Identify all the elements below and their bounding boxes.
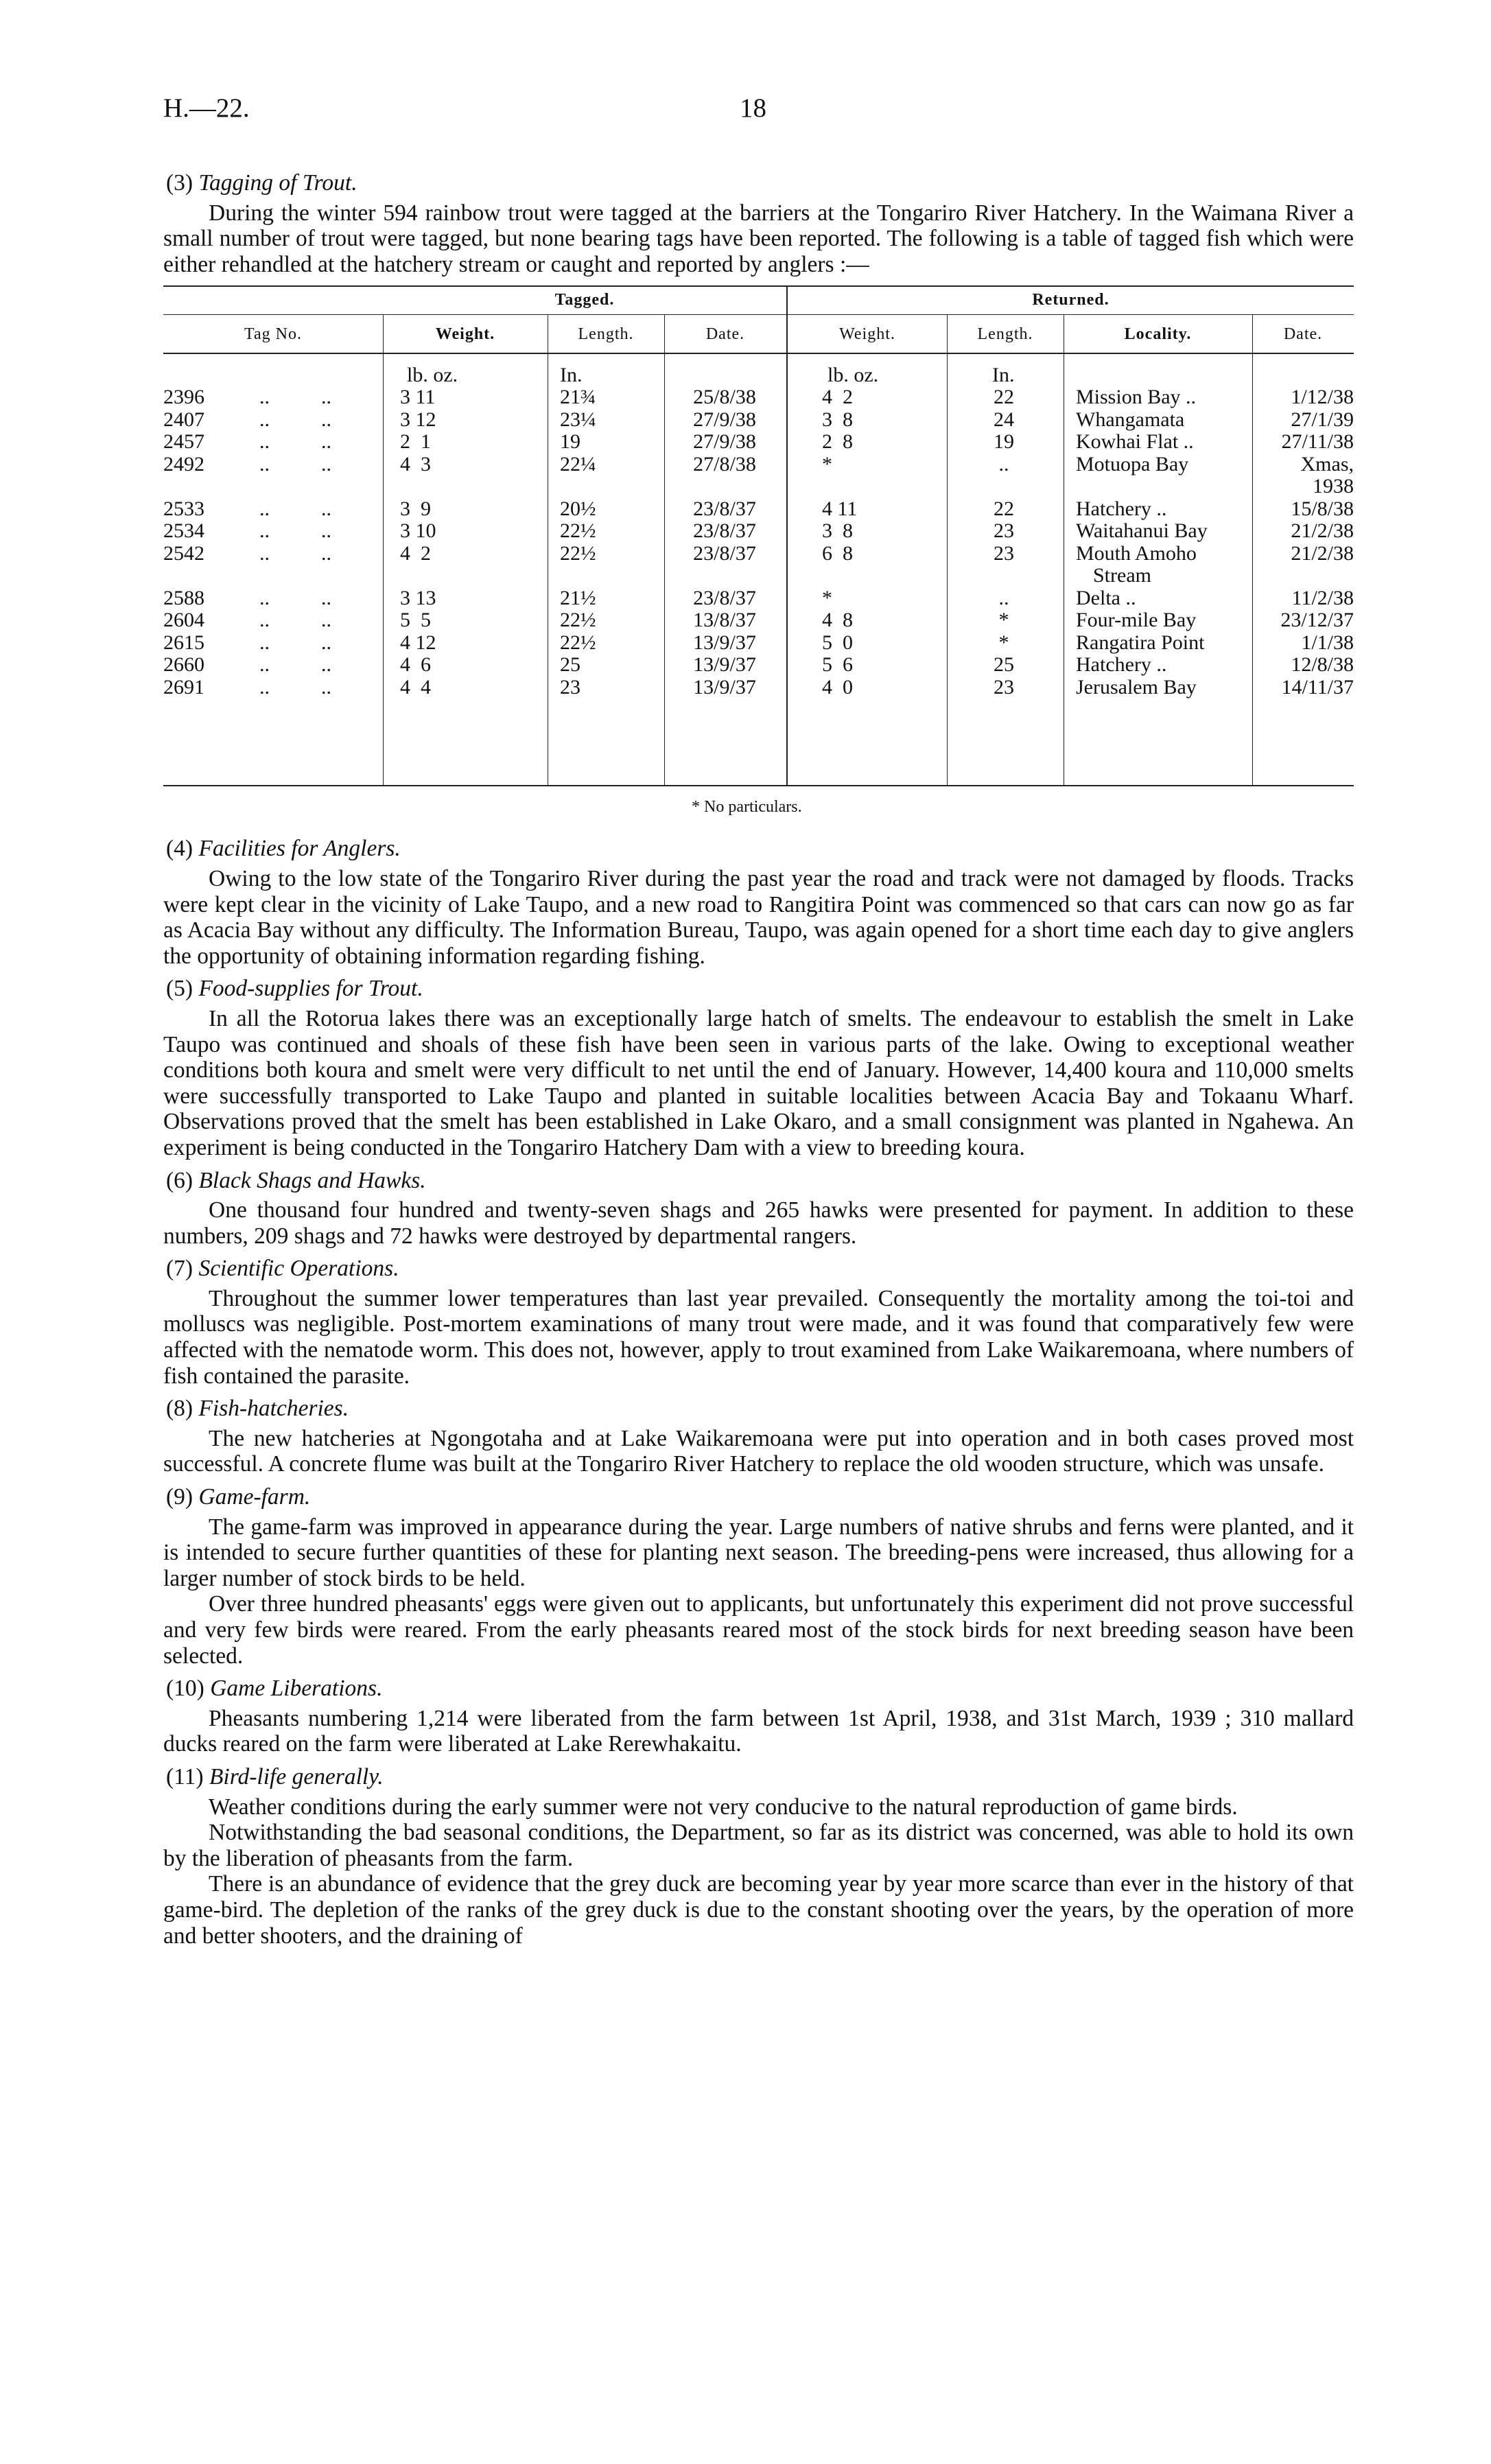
section-heading: (3) Tagging of Trout. xyxy=(166,170,357,196)
leader-dots: .. .. xyxy=(259,452,331,476)
leader-dots: .. .. xyxy=(259,631,331,654)
table-cell-tag: 2396 xyxy=(163,386,204,409)
table-cell-rw: 5 0 xyxy=(822,631,853,654)
table-cell-tag: 2407 xyxy=(163,408,204,431)
table-cell-rl: .. xyxy=(998,452,1009,476)
paragraph: Weather conditions during the early summer were not very conducive to the natural reproduction of game birds. xyxy=(209,1794,1238,1820)
table-cell-rl: * xyxy=(998,631,1009,654)
section-heading: (4) Facilities for Anglers. xyxy=(166,836,401,862)
table-footnote: * No particulars. xyxy=(692,798,802,817)
table-cell-tl: 22¼ xyxy=(560,452,596,476)
table-cell-td: 13/9/37 xyxy=(693,675,756,699)
table-cell-loc: Whangamata xyxy=(1076,408,1185,431)
leader-dots: .. .. xyxy=(259,675,331,699)
table-cell-tag: 2660 xyxy=(163,653,204,677)
table-cell-tl: 22½ xyxy=(560,609,596,632)
table-cell-rd2: 1938 xyxy=(1313,475,1354,498)
table-cell-rw: 4 8 xyxy=(822,609,853,632)
table-cell-rl: 19 xyxy=(994,430,1014,454)
table-cell-tw: 3 11 xyxy=(400,386,436,409)
table-cell-loc: Mission Bay .. xyxy=(1076,386,1197,409)
col-header: Date. xyxy=(705,325,745,344)
table-cell-tag: 2492 xyxy=(163,452,204,476)
section-heading: (5) Food-supplies for Trout. xyxy=(166,976,423,1002)
table-cell-rd: Xmas, xyxy=(1300,452,1354,476)
table-cell-td: 13/8/37 xyxy=(693,609,756,632)
table-cell-loc: Mouth Amoho xyxy=(1076,541,1197,565)
leader-dots: .. .. xyxy=(259,541,331,565)
table-cell-tag: 2615 xyxy=(163,631,204,654)
table-cell-loc: Kowhai Flat .. xyxy=(1076,430,1194,454)
table-cell-loc: Waitahanui Bay xyxy=(1076,519,1208,543)
unit-label: lb. oz. xyxy=(827,364,879,387)
table-cell-tag: 2534 xyxy=(163,519,204,543)
table-cell-loc: Motuopa Bay xyxy=(1076,452,1189,476)
paragraph: Throughout the summer lower temperatures than last year prevailed. Consequently the mortality among the toi-toi and molluscs was negligible. Post-mortem examinations of many trout were made, and it was found that comparatively few were affected with the nematode worm. This does not, however, apply to trout examined from Lake Waikaremoana, where numbers of fish contained the parasite. xyxy=(163,1285,1354,1389)
paragraph: During the winter 594 rainbow trout were tagged at the barriers at the Tongariro River Hatchery. In the Waimana River a small number of trout were tagged, but none bearing tags have been reported. The following is a table of tagged fish which were either rehandled at the hatchery stream or caught and reported by anglers :— xyxy=(163,200,1354,277)
table-cell-rw: 3 8 xyxy=(822,408,853,431)
table-cell-td: 13/9/37 xyxy=(693,653,756,677)
table-cell-tl: 21½ xyxy=(560,586,596,609)
table-cell-tl: 22½ xyxy=(560,519,596,543)
section-heading: (7) Scientific Operations. xyxy=(166,1256,399,1282)
table-cell-loc2: Stream xyxy=(1093,564,1151,587)
unit-label: In. xyxy=(992,364,1015,387)
page-number: 18 xyxy=(740,93,766,123)
table-cell-tl: 23¼ xyxy=(560,408,596,431)
table-cell-td: 27/8/38 xyxy=(693,452,756,476)
table-cell-rw: * xyxy=(822,586,832,609)
leader-dots: .. .. xyxy=(259,497,331,520)
paragraph: Over three hundred pheasants' eggs were given out to applicants, but unfortunately this experiment did not prove successful and very few birds were reared. From the early pheasants reared most of the stock birds for next breeding season have been selected. xyxy=(163,1591,1354,1669)
table-cell-rd: 21/2/38 xyxy=(1291,541,1354,565)
table-cell-rl: 22 xyxy=(994,386,1014,409)
table-cell-rw: 4 0 xyxy=(822,675,853,699)
table-cell-rl: 24 xyxy=(994,408,1014,431)
col-header: Length. xyxy=(977,325,1033,344)
table-cell-td: 27/9/38 xyxy=(693,430,756,454)
table-cell-rd: 27/11/38 xyxy=(1281,430,1354,454)
paragraph: Pheasants numbering 1,214 were liberated from the farm between 1st April, 1938, and 31st March, 1939 ; 310 mallard ducks reared on the farm were liberated at Lake Rerewhakaitu. xyxy=(163,1705,1354,1757)
group-header-tagged: Tagged. xyxy=(554,291,615,309)
table-cell-td: 23/8/37 xyxy=(693,519,756,543)
paragraph: Owing to the low state of the Tongariro River during the past year the road and track were not damaged by floods. Tracks were kept clear in the vicinity of Lake Taupo, and a new road to Rangitira Point was commenced so that cars can now go as far as Acacia Bay without any difficulty. The Information Bureau, Taupo, was again opened for a short time each day to give anglers the opportunity of obtaining information regarding fishing. xyxy=(163,865,1354,969)
section-heading: (9) Game-farm. xyxy=(166,1484,311,1510)
table-cell-tl: 22½ xyxy=(560,631,596,654)
table-cell-rw: 2 8 xyxy=(822,430,853,454)
table-cell-tag: 2542 xyxy=(163,541,204,565)
paragraph: The new hatcheries at Ngongotaha and at Lake Waikaremoana were put into operation and in both cases proved most successful. A concrete flume was built at the Tongariro River Hatchery to replace the old wooden structure, which was unsafe. xyxy=(163,1425,1354,1477)
paragraph: Notwithstanding the bad seasonal conditions, the Department, so far as its district was concerned, was able to hold its own by the liberation of pheasants from the farm. xyxy=(163,1820,1354,1871)
table-cell-tl: 23 xyxy=(560,675,580,699)
table-cell-rl: 25 xyxy=(994,653,1014,677)
section-heading: (8) Fish-hatcheries. xyxy=(166,1396,349,1422)
table-cell-tw: 4 4 xyxy=(400,675,431,699)
paragraph: The game-farm was improved in appearance during the year. Large numbers of native shrubs and ferns were planted, and it is intended to secure further quantities of these for planting next season. The breeding-pens were increased, thus allowing for a larger number of stock birds to be held. xyxy=(163,1514,1354,1591)
table-cell-rd: 15/8/38 xyxy=(1291,497,1354,520)
table-cell-rl: * xyxy=(998,609,1009,632)
table-cell-loc: Hatchery .. xyxy=(1076,653,1167,677)
table-cell-tag: 2533 xyxy=(163,497,204,520)
col-header: Date. xyxy=(1283,325,1323,344)
col-header: Tag No. xyxy=(244,325,302,344)
table-cell-tw: 4 3 xyxy=(400,452,431,476)
table-cell-loc: Rangatira Point xyxy=(1076,631,1205,654)
table-cell-rw: * xyxy=(822,452,832,476)
table-cell-tag: 2588 xyxy=(163,586,204,609)
section-heading: (6) Black Shags and Hawks. xyxy=(166,1167,426,1193)
leader-dots: .. .. xyxy=(259,653,331,677)
table-cell-tw: 5 5 xyxy=(400,609,431,632)
table-cell-rw: 6 8 xyxy=(822,541,853,565)
unit-label: In. xyxy=(560,364,583,387)
table-cell-tl: 21¾ xyxy=(560,386,596,409)
table-cell-rd: 23/12/37 xyxy=(1280,609,1354,632)
document-code: H.—22. xyxy=(163,93,250,123)
col-header: Locality. xyxy=(1124,325,1192,344)
table-cell-tw: 2 1 xyxy=(400,430,431,454)
tagged-fish-table xyxy=(163,285,1354,819)
table-cell-tw: 4 6 xyxy=(400,653,431,677)
table-cell-rl: 23 xyxy=(994,675,1014,699)
table-cell-td: 25/8/38 xyxy=(693,386,756,409)
table-cell-rd: 12/8/38 xyxy=(1291,653,1354,677)
paragraph: There is an abundance of evidence that the grey duck are becoming year by year more scarce than ever in the history of that game-bird. The depletion of the ranks of the grey duck is due to the constant shooting over the years, by the operation of more and better shooters, and the draining of xyxy=(163,1871,1354,1949)
table-cell-loc: Hatchery .. xyxy=(1076,497,1167,520)
table-cell-tag: 2691 xyxy=(163,675,204,699)
page-body xyxy=(163,163,1354,1949)
table-cell-loc: Delta .. xyxy=(1076,586,1136,609)
table-cell-rw: 4 11 xyxy=(822,497,858,520)
sections-container xyxy=(163,836,1354,1949)
table-cell-tw: 3 12 xyxy=(400,408,436,431)
table-cell-rw: 3 8 xyxy=(822,519,853,543)
table-cell-rw: 5 6 xyxy=(822,653,853,677)
table-cell-tw: 4 2 xyxy=(400,541,431,565)
col-header: Weight. xyxy=(435,325,495,344)
paragraph: In all the Rotorua lakes there was an exceptionally large hatch of smelts. The endeavour to establish the smelt in Lake Taupo was continued and shoals of these fish have been seen in various parts of the lake. Owing to exceptional weather conditions both koura and smelt were very difficult to net until the end of January. However, 14,400 koura and 110,000 smelts were successfully transported to Lake Taupo and planted in suitable localities between Acacia Bay and Tokaanu Wharf. Observations proved that the smelt has been established in Lake Okaro, and a small consignment was planted in Ngahewa. An experiment is being conducted in the Tongariro Hatchery Dam with a view to breeding koura. xyxy=(163,1005,1354,1160)
table-cell-tw: 3 9 xyxy=(400,497,431,520)
table-cell-rl: 23 xyxy=(994,541,1014,565)
group-header-returned: Returned. xyxy=(1032,291,1110,309)
table-cell-td: 27/9/38 xyxy=(693,408,756,431)
section-heading: (10) Game Liberations. xyxy=(166,1676,383,1702)
table-cell-rl: 22 xyxy=(994,497,1014,520)
table-cell-rl: .. xyxy=(998,586,1009,609)
table-cell-rd: 27/1/39 xyxy=(1291,408,1354,431)
leader-dots: .. .. xyxy=(259,430,331,454)
table-cell-rd: 21/2/38 xyxy=(1291,519,1354,543)
leader-dots: .. .. xyxy=(259,386,331,409)
table-cell-tag: 2457 xyxy=(163,430,204,454)
table-cell-tw: 4 12 xyxy=(400,631,436,654)
table-cell-rw: 4 2 xyxy=(822,386,853,409)
table-cell-tw: 3 13 xyxy=(400,586,436,609)
table-cell-rd: 1/1/38 xyxy=(1301,631,1354,654)
col-header: Weight. xyxy=(839,325,895,344)
table-cell-tl: 19 xyxy=(560,430,580,454)
table-cell-td: 23/8/37 xyxy=(693,586,756,609)
table-cell-tw: 3 10 xyxy=(400,519,436,543)
table-cell-rd: 1/12/38 xyxy=(1291,386,1354,409)
table-cell-tag: 2604 xyxy=(163,609,204,632)
leader-dots: .. .. xyxy=(259,408,331,431)
table-cell-td: 23/8/37 xyxy=(693,541,756,565)
leader-dots: .. .. xyxy=(259,609,331,632)
section-heading: (11) Bird-life generally. xyxy=(166,1763,384,1790)
leader-dots: .. .. xyxy=(259,586,331,609)
paragraph: One thousand four hundred and twenty-seven shags and 265 hawks were presented for payment. In addition to these numbers, 209 shags and 72 hawks were destroyed by departmental rangers. xyxy=(163,1197,1354,1249)
table-cell-rd: 14/11/37 xyxy=(1281,675,1354,699)
table-cell-loc: Jerusalem Bay xyxy=(1076,675,1197,699)
table-cell-td: 23/8/37 xyxy=(693,497,756,520)
leader-dots: .. .. xyxy=(259,519,331,543)
table-cell-td: 13/9/37 xyxy=(693,631,756,654)
table-cell-tl: 20½ xyxy=(560,497,596,520)
unit-label: lb. oz. xyxy=(407,364,458,387)
col-header: Length. xyxy=(578,325,634,344)
table-cell-rl: 23 xyxy=(994,519,1014,543)
table-cell-tl: 22½ xyxy=(560,541,596,565)
table-cell-loc: Four-mile Bay xyxy=(1076,609,1197,632)
table-cell-rd: 11/2/38 xyxy=(1291,586,1354,609)
table-cell-tl: 25 xyxy=(560,653,580,677)
